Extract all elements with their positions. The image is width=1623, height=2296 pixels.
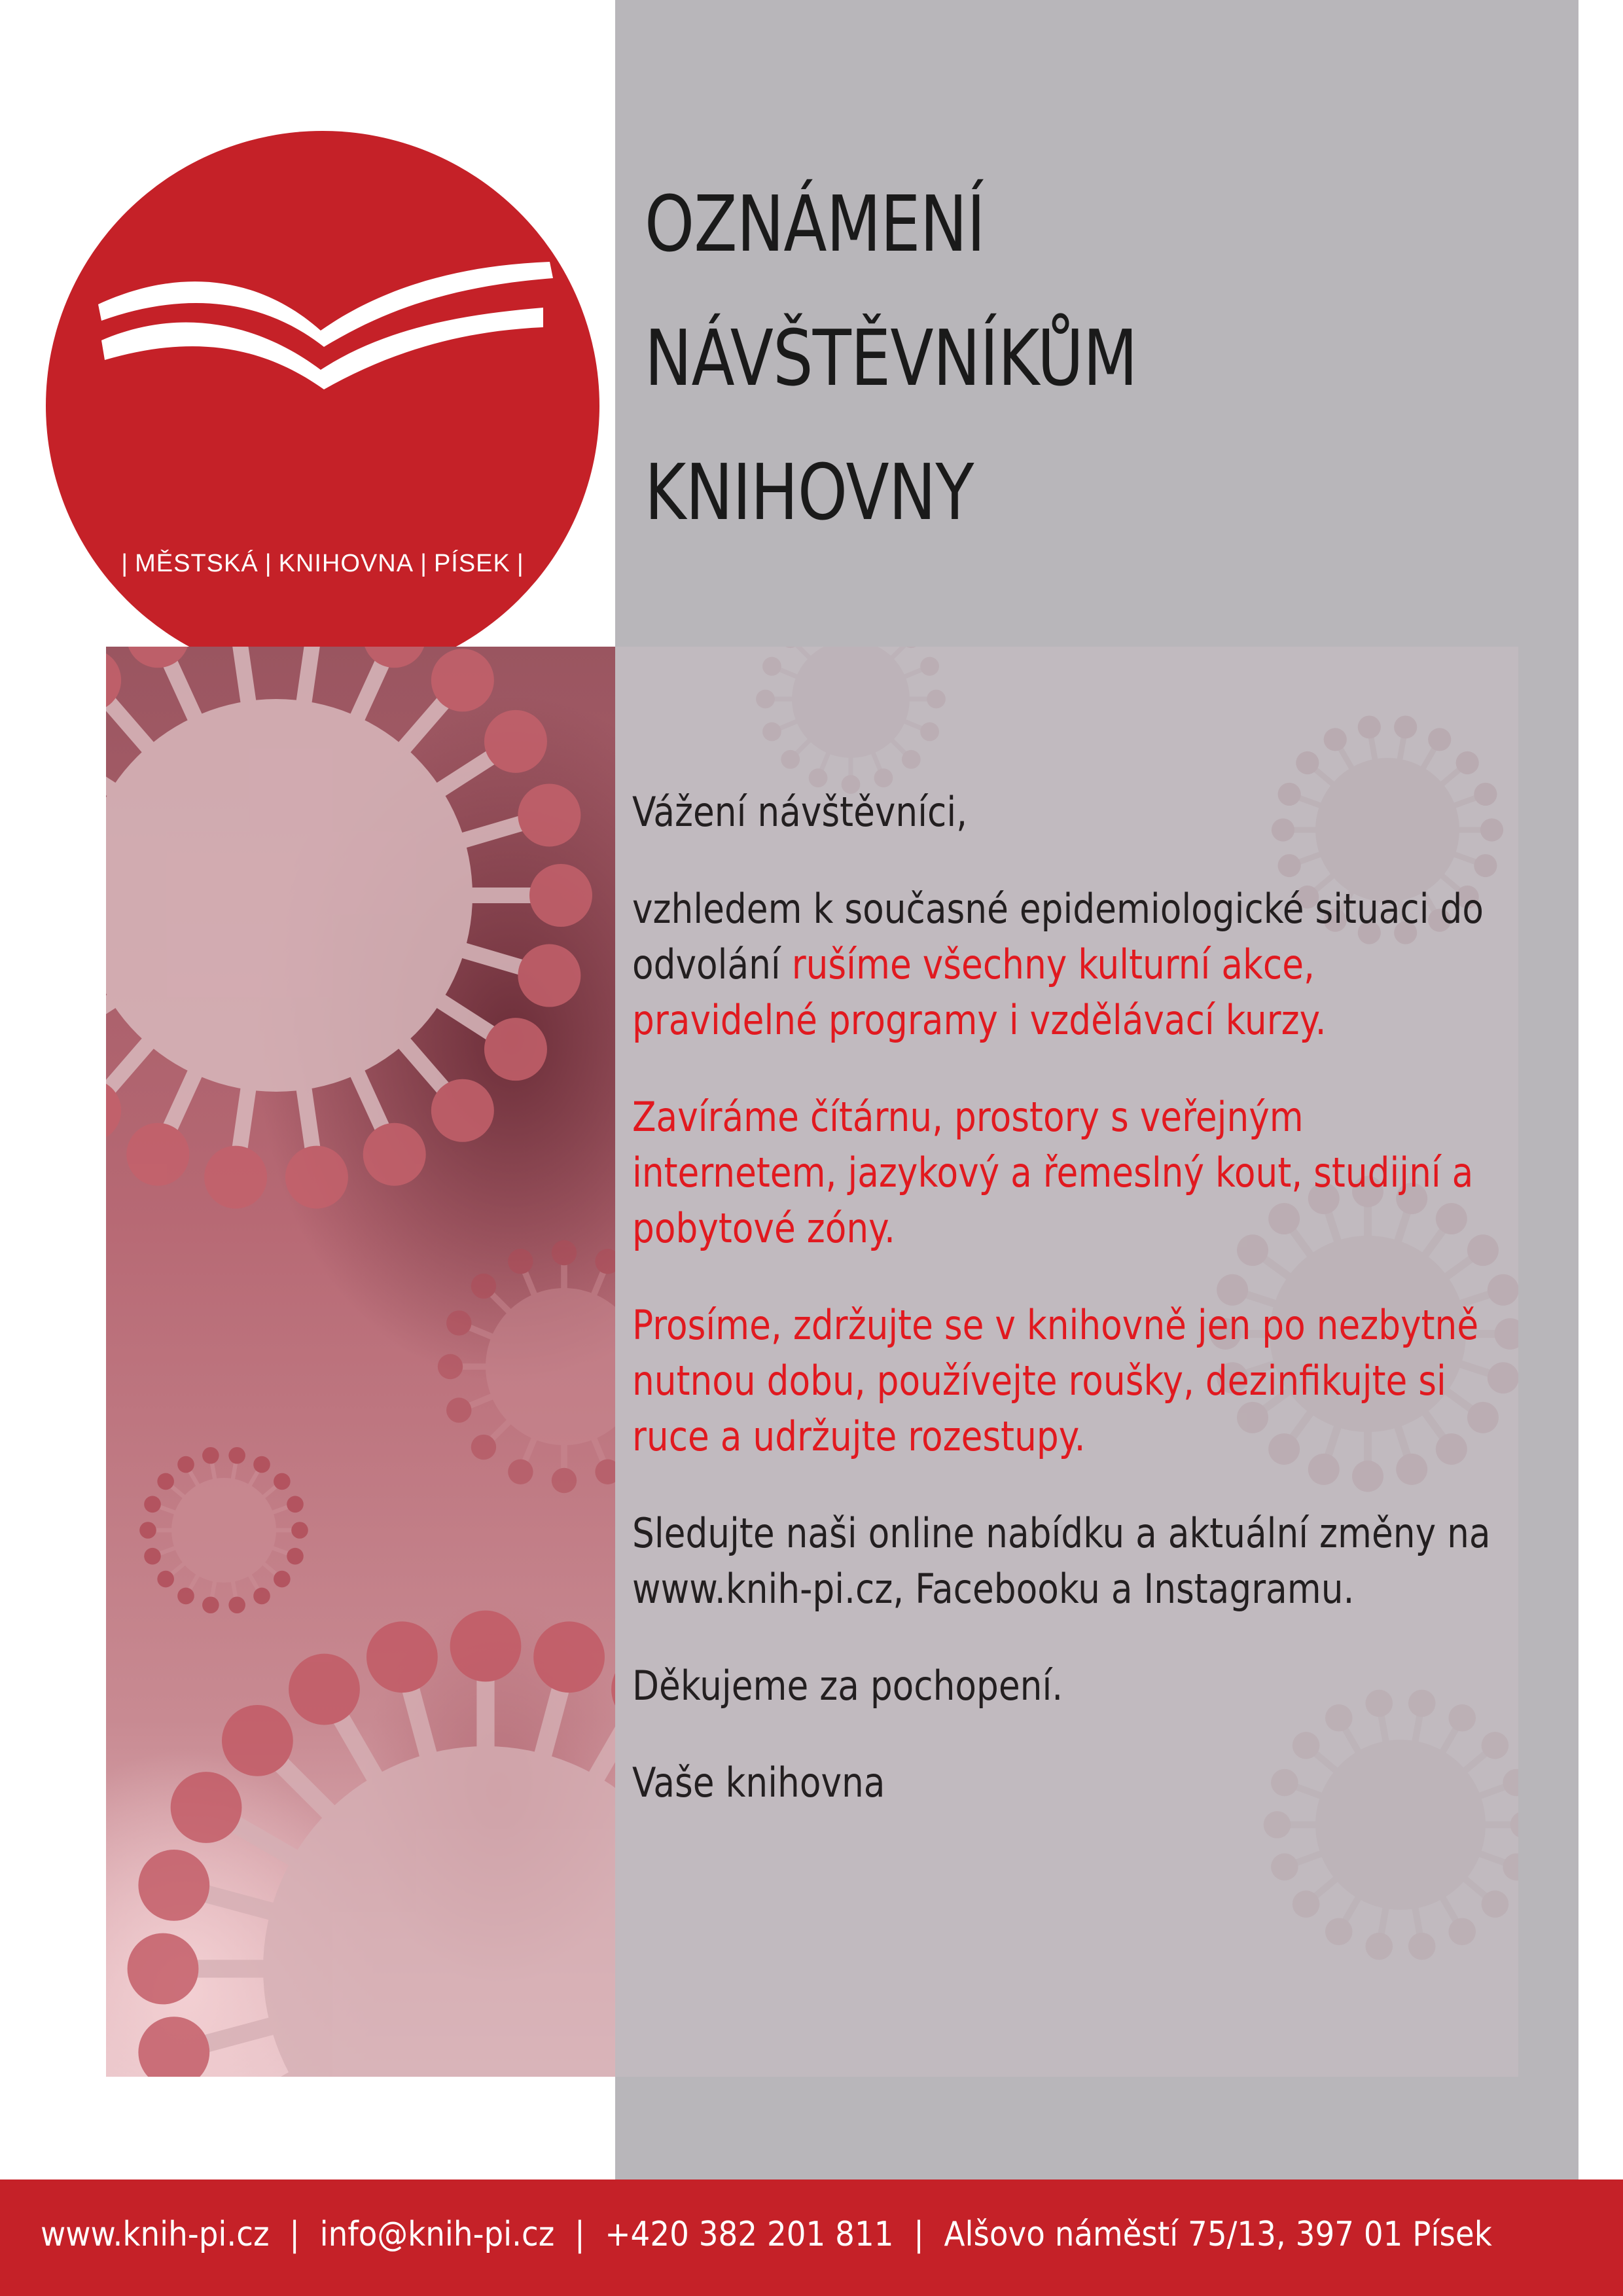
paragraph-closures: Zavíráme čítárnu, prostory s veřejným internetem, jazykový a řemeslný kout, studijní a pobytové zóny. bbox=[632, 1093, 1474, 1252]
logo-word-knihovna: KNIHOVNA bbox=[278, 550, 414, 577]
thanks: Děkujeme za pochopení. bbox=[632, 1662, 1063, 1710]
footer-separator: | bbox=[289, 2215, 300, 2254]
footer-separator: | bbox=[914, 2215, 924, 2254]
paragraph-events-cancelled: rušíme všechny kulturní akce, pravidelné programy i vzdělávací kurzy. bbox=[632, 941, 1327, 1044]
greeting: Vážení návštěvníci, bbox=[632, 788, 968, 836]
footer-web-link[interactable]: www.knih-pi.cz bbox=[41, 2215, 270, 2254]
footer-address: Alšovo náměstí 75/13, 397 01 Písek bbox=[944, 2215, 1492, 2254]
library-logo bbox=[46, 131, 599, 681]
announcement-text bbox=[632, 784, 1510, 1852]
signature: Vaše knihovna bbox=[632, 1759, 885, 1806]
footer-contacts bbox=[41, 2215, 1492, 2254]
virus-photo bbox=[106, 647, 615, 2077]
paragraph-events bbox=[632, 881, 1510, 1048]
title-line-2: NÁVŠTĚVNÍKŮM bbox=[645, 313, 1137, 403]
open-book-icon bbox=[46, 131, 599, 681]
paragraph-events-intro: vzhledem k současné epidemiologické situaci do odvolání bbox=[632, 885, 1484, 988]
footer-email-link[interactable]: info@knih-pi.cz bbox=[319, 2215, 555, 2254]
footer-phone: +420 382 201 811 bbox=[605, 2215, 894, 2254]
logo-word-mestska: MĚSTSKÁ bbox=[135, 550, 259, 577]
page-title bbox=[645, 157, 1385, 560]
logo-wordmark: | MĚSTSKÁ | KNIHOVNA | PÍSEK | bbox=[121, 550, 524, 577]
paragraph-online: Sledujte naši online nabídku a aktuální změny na www.knih-pi.cz, Facebooku a Instagramu. bbox=[632, 1509, 1491, 1613]
announcement-panel bbox=[615, 647, 1518, 2077]
logo-word-pisek: PÍSEK bbox=[433, 550, 510, 577]
title-line-3: KNIHOVNY bbox=[645, 447, 974, 537]
title-line-1: OZNÁMENÍ bbox=[645, 179, 986, 269]
paragraph-rules: Prosíme, zdržujte se v knihovně jen po nezbytně nutnou dobu, používejte roušky, dezinfikujte si ruce a udržujte rozestupy. bbox=[632, 1301, 1479, 1460]
footer-bar bbox=[0, 2179, 1623, 2296]
footer-separator: | bbox=[574, 2215, 585, 2254]
virus-illustration bbox=[106, 647, 615, 2077]
